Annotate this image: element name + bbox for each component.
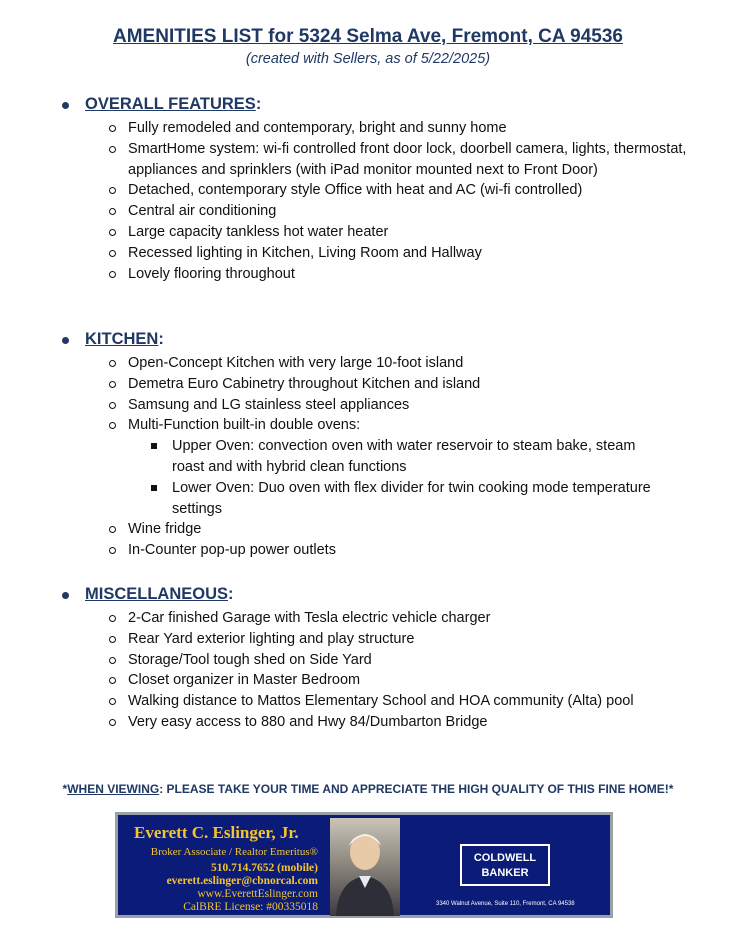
list-item bbox=[0, 519, 736, 540]
sub-list-item bbox=[0, 478, 736, 520]
list-item-text: Detached, contemporary style Office with heat and AC (wi-fi controlled) bbox=[128, 182, 583, 199]
agent-name: Everett C. Eslinger, Jr. bbox=[134, 823, 299, 842]
section-title: OVERALL FEATURES: bbox=[85, 95, 262, 113]
list-item-text: Wine fridge bbox=[128, 521, 202, 538]
list-item bbox=[0, 670, 736, 691]
agent-email: everett.eslinger@cbnorcal.com bbox=[166, 875, 318, 887]
sub-list bbox=[0, 436, 736, 519]
bullet-square-icon bbox=[151, 485, 157, 491]
bullet-circle-icon bbox=[109, 229, 116, 236]
list-item-text: Central air conditioning bbox=[128, 203, 277, 220]
bullet-square-icon bbox=[151, 443, 157, 449]
section-header bbox=[0, 95, 736, 115]
list-item-text: In-Counter pop-up power outlets bbox=[128, 542, 336, 559]
office-address: 3340 Walnut Avenue, Suite 110, Fremont, CA 94538 bbox=[436, 901, 575, 907]
sub-list-item-text: Lower Oven: Duo oven with flex divider for twin cooking mode temperature settings bbox=[172, 479, 651, 517]
list-item-text: Storage/Tool tough shed on Side Yard bbox=[128, 651, 372, 668]
section-kitchen bbox=[0, 330, 736, 561]
sub-list-item bbox=[0, 436, 736, 478]
bullet-circle-icon bbox=[109, 657, 116, 664]
agent-photo bbox=[330, 818, 400, 916]
section-title: MISCELLANEOUS: bbox=[85, 585, 234, 603]
list-item bbox=[0, 118, 736, 139]
sub-list-item-text: Upper Oven: convection oven with water reservoir to steam bake, steam roast and with hybrid clean functions bbox=[172, 438, 636, 475]
bullet-circle-icon bbox=[109, 381, 116, 388]
bullet-circle-icon bbox=[109, 208, 116, 215]
list-item-text: Lovely flooring throughout bbox=[128, 265, 295, 282]
bullet-circle-icon bbox=[109, 547, 116, 554]
list-item bbox=[0, 608, 736, 629]
viewing-note-emphasis: WHEN VIEWING bbox=[67, 782, 160, 796]
bullet-circle-icon bbox=[109, 146, 116, 153]
bullet-circle-icon bbox=[109, 422, 116, 429]
list-item-text: Walking distance to Mattos Elementary School and HOA community (Alta) pool bbox=[128, 693, 634, 710]
bullet-circle-icon bbox=[109, 360, 116, 367]
coldwell-banker-logo: COLDWELL BANKER bbox=[460, 844, 550, 886]
agent-phone: 510.714.7652 (mobile) bbox=[210, 862, 318, 874]
list-item bbox=[0, 264, 736, 285]
bullet-circle-icon bbox=[109, 271, 116, 278]
page-subtitle: (created with Sellers, as of 5/22/2025) bbox=[245, 51, 491, 67]
bullet-dot-icon bbox=[62, 337, 69, 344]
list-item-text: Closet organizer in Master Bedroom bbox=[128, 672, 361, 689]
section-header bbox=[0, 585, 736, 605]
amenity-list bbox=[0, 353, 736, 561]
agent-license: CalBRE License: #00335018 bbox=[183, 901, 318, 913]
section-overall-features bbox=[0, 95, 736, 284]
section-title: KITCHEN: bbox=[85, 330, 164, 348]
list-item bbox=[0, 374, 736, 395]
list-item bbox=[0, 201, 736, 222]
bullet-dot-icon bbox=[62, 592, 69, 599]
list-item-text: 2-Car finished Garage with Tesla electric vehicle charger bbox=[128, 610, 491, 626]
list-item bbox=[0, 139, 736, 181]
list-item-text: Multi-Function built-in double ovens: bbox=[128, 417, 361, 434]
list-item-text: Open-Concept Kitchen with very large 10-foot island bbox=[128, 355, 464, 371]
list-item-text: Recessed lighting in Kitchen, Living Room and Hallway bbox=[128, 244, 482, 261]
list-item-text: Large capacity tankless hot water heater bbox=[128, 223, 389, 240]
bullet-circle-icon bbox=[109, 187, 116, 194]
section-header bbox=[0, 330, 736, 350]
page-title: AMENITIES LIST for 5324 Selma Ave, Fremont, CA 94536 bbox=[113, 26, 623, 47]
bullet-circle-icon bbox=[109, 402, 116, 409]
list-item bbox=[0, 222, 736, 243]
list-item-text: Samsung and LG stainless steel appliances bbox=[128, 396, 410, 413]
bullet-circle-icon bbox=[109, 250, 116, 257]
bullet-circle-icon bbox=[109, 526, 116, 533]
list-item bbox=[0, 353, 736, 374]
list-item-text: Fully remodeled and contemporary, bright and sunny home bbox=[128, 120, 507, 136]
bullet-circle-icon bbox=[109, 125, 116, 132]
list-item bbox=[0, 691, 736, 712]
bullet-circle-icon bbox=[109, 677, 116, 684]
bullet-dot-icon bbox=[62, 102, 69, 109]
amenity-list bbox=[0, 608, 736, 733]
bullet-circle-icon bbox=[109, 698, 116, 705]
agent-photo-icon bbox=[330, 818, 400, 916]
agent-role: Broker Associate / Realtor Emeritus® bbox=[150, 846, 318, 858]
list-item bbox=[0, 629, 736, 650]
list-item bbox=[0, 712, 736, 733]
list-item bbox=[0, 415, 736, 436]
list-item-text: Demetra Euro Cabinetry throughout Kitchen and island bbox=[128, 375, 481, 392]
viewing-note: *WHEN VIEWING: PLEASE TAKE YOUR TIME AND APPRECIATE THE HIGH QUALITY OF THIS FINE HOME!* bbox=[62, 782, 674, 796]
amenity-list bbox=[0, 118, 736, 284]
list-item bbox=[0, 395, 736, 416]
list-item-text: Very easy access to 880 and Hwy 84/Dumbarton Bridge bbox=[128, 713, 488, 730]
list-item bbox=[0, 180, 736, 201]
list-item-text: SmartHome system: wi-fi controlled front door lock, doorbell camera, lights, thermostat, appliances and sprinklers (with iPad monitor mounted next to Front Door) bbox=[128, 140, 687, 178]
section-miscellaneous bbox=[0, 585, 736, 733]
bullet-circle-icon bbox=[109, 615, 116, 622]
bullet-circle-icon bbox=[109, 636, 116, 643]
bullet-circle-icon bbox=[109, 719, 116, 726]
list-item bbox=[0, 243, 736, 264]
agent-business-card bbox=[115, 812, 613, 918]
list-item-text: Rear Yard exterior lighting and play structure bbox=[128, 630, 415, 647]
list-item bbox=[0, 650, 736, 671]
agent-website: www.EverettEslinger.com bbox=[197, 888, 318, 900]
list-item bbox=[0, 540, 736, 561]
